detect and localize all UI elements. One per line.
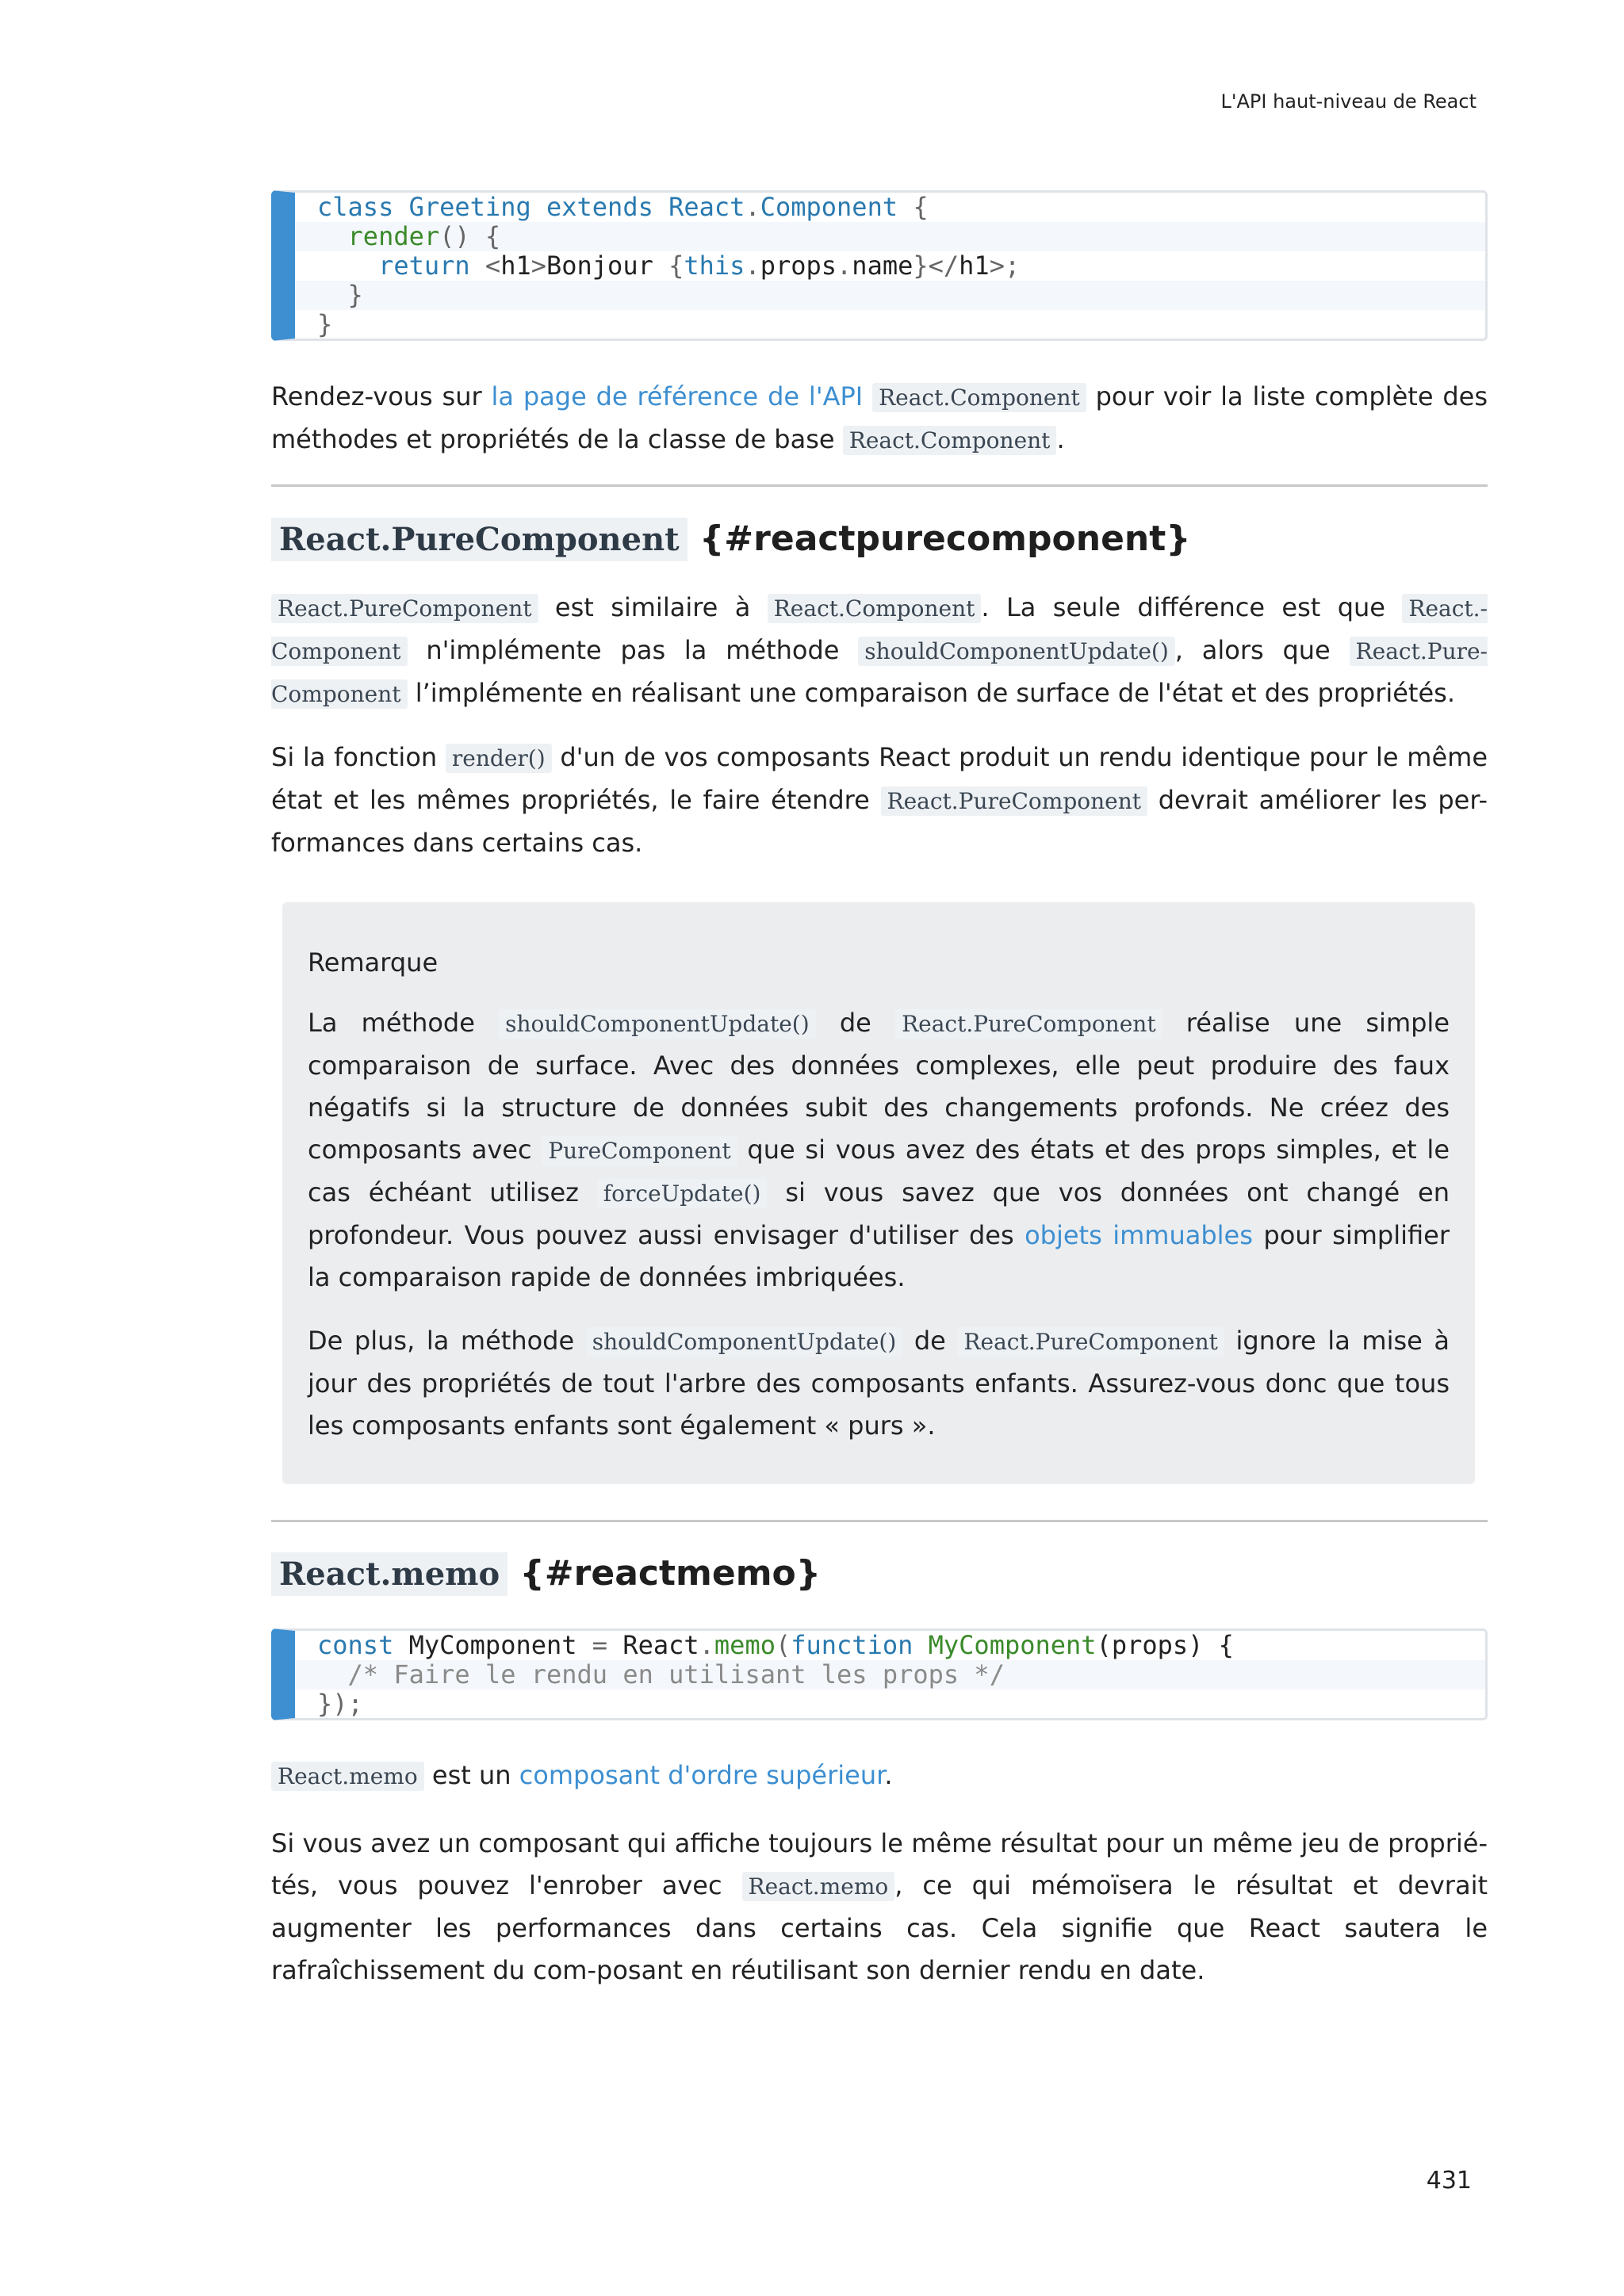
code-token: props <box>760 251 837 281</box>
text-run: Si vous avez un composant qui affiche toujours le même résultat pour un même jeu de proprié-tés, vous pouvez l'enrober avec <box>271 1828 1488 1900</box>
code-token: < <box>485 251 501 281</box>
note-box <box>282 902 1475 1484</box>
text-run: d'un de vos composants React produit un rendu identique pour le même état et les mêmes propriétés, le faire étendre <box>271 742 1488 815</box>
inline-code: render() <box>446 744 552 773</box>
code-line <box>317 193 1485 222</box>
code-line <box>295 1660 1485 1689</box>
code-token: Bonjour <box>546 251 669 281</box>
page-number: 431 <box>1426 2167 1472 2195</box>
code-block-memo <box>271 1628 1488 1720</box>
heading-code: React.PureComponent <box>271 518 688 561</box>
code-token: name <box>852 251 914 281</box>
inline-code: React.PureComponent <box>895 1009 1162 1039</box>
heading-react-memo <box>271 1550 821 1598</box>
paragraph-purecomponent-intro <box>271 587 1488 715</box>
text-run: n'implémente pas la méthode <box>407 635 859 665</box>
inline-code: React.Component <box>872 383 1086 412</box>
code-token: render <box>317 221 440 251</box>
code-token: extends <box>530 192 669 222</box>
inline-code: React.Component <box>768 594 982 623</box>
running-header: L'API haut-niveau de React <box>1220 90 1477 113</box>
code-line <box>317 251 1485 281</box>
paragraph-component-reference <box>271 376 1488 461</box>
code-token: function <box>791 1630 929 1660</box>
inline-code: shouldComponentUpdate() <box>586 1327 902 1357</box>
inline-code: shouldComponentUpdate() <box>858 637 1174 666</box>
code-token: } <box>317 280 363 310</box>
code-token: h1 <box>959 251 990 281</box>
text-run: Si la fonction <box>271 742 446 772</box>
text-run: , ce qui mémoïsera le résultat et devrait augmenter les performances dans certains cas. Cela signifie que React sautera le rafraîchissement du com-posant en réutilisant son dernier rendu en date. <box>271 1870 1488 1985</box>
inline-code: React.memo <box>271 1762 424 1791</box>
inline-code: React.PureComponent <box>957 1327 1224 1357</box>
inline-code: React.Pure-Component <box>271 638 1488 707</box>
code-token: this <box>684 251 745 281</box>
code-token: ( <box>775 1630 791 1660</box>
text-run: Rendez-vous sur <box>271 381 492 411</box>
code-token: >; <box>989 251 1021 281</box>
note-title: Remarque <box>308 947 439 978</box>
link-higher-order-component[interactable]: composant d'ordre supérieur <box>519 1760 885 1790</box>
text-run: de <box>815 1008 896 1038</box>
code-token: . <box>745 192 760 222</box>
inline-code: forceUpdate() <box>597 1179 768 1208</box>
code-token: }); <box>317 1689 363 1719</box>
code-line <box>317 1689 1485 1719</box>
note-paragraph <box>308 1002 1450 1299</box>
text-run: si vous savez que vos données ont changé en profondeur. Vous pouvez aussi envisager d'utiliser des <box>308 1177 1450 1250</box>
code-token: (props) { <box>1096 1630 1234 1660</box>
inline-code: React.-Component <box>271 595 1488 664</box>
inline-code: React.PureComponent <box>271 594 538 623</box>
text-run: ignore la mise à jour des propriétés de tout l'arbre des composants enfants. Assurez-vous donc que tous les composants enfants sont également « purs ». <box>308 1326 1450 1441</box>
text-run: est un <box>423 1760 519 1790</box>
section-divider <box>271 484 1488 487</box>
code-block-greeting <box>271 190 1488 341</box>
text-run: pour voir la liste complète des méthodes et propriétés de la classe de base <box>271 381 1488 454</box>
code-token: . <box>699 1630 714 1660</box>
code-line <box>295 222 1485 251</box>
paragraph-memo-hoc <box>271 1755 1488 1797</box>
code-token: Greeting <box>408 192 531 222</box>
heading-anchor: {#reactmemo} <box>519 1553 822 1594</box>
text-run: . <box>884 1760 893 1790</box>
code-comment: /* Faire le rendu en utilisant les props */ <box>317 1659 1005 1689</box>
heading-react-purecomponent <box>271 515 1191 564</box>
link-immutable-objects[interactable]: objets immuables <box>1025 1220 1253 1250</box>
code-line <box>317 310 1485 339</box>
code-token: () { <box>439 221 501 251</box>
inline-code: React.PureComponent <box>881 786 1148 816</box>
code-token: . <box>745 251 760 281</box>
text-run: pour simplifier la comparaison rapide de données imbriquées. <box>308 1220 1450 1292</box>
code-token: MyComponent <box>408 1630 592 1660</box>
heading-anchor: {#reactpurecomponent} <box>699 519 1191 559</box>
link-api-reference[interactable]: la page de référence de l'API <box>491 381 873 411</box>
code-token: > <box>530 251 546 281</box>
text-run: De plus, la méthode <box>308 1326 586 1356</box>
text-run: l’implémente en réalisant une comparaison de surface de l'état et des propriétés. <box>407 678 1455 708</box>
code-token: React <box>668 192 745 222</box>
inline-code: PureComponent <box>542 1136 737 1165</box>
code-token: = <box>592 1630 623 1660</box>
code-token: MyComponent <box>928 1630 1097 1660</box>
code-token: Component <box>760 192 898 222</box>
text-run: réalise une simple comparaison de surface. Avec des données complexes, elle peut produire des faux négatifs si la structure de données subit des changements profonds. Ne créez des composants avec <box>308 1008 1450 1165</box>
code-token: h1 <box>500 251 531 281</box>
inline-code: React.memo <box>742 1872 895 1901</box>
code-token: } <box>317 309 333 339</box>
heading-code: React.memo <box>271 1552 508 1596</box>
text-run: devrait améliorer les per-formances dans certains cas. <box>271 785 1488 858</box>
code-token: . <box>837 251 852 281</box>
inline-code: React.Component <box>843 426 1057 455</box>
text-run: . <box>1056 424 1065 454</box>
code-token: React <box>622 1630 699 1660</box>
code-token: { <box>668 251 684 281</box>
code-line <box>317 1631 1485 1660</box>
text-run: de <box>902 1326 958 1356</box>
text-run: La méthode <box>308 1008 500 1038</box>
text-run: . La seule différence est que <box>981 592 1403 622</box>
code-token: memo <box>714 1630 776 1660</box>
code-token: return <box>317 251 485 281</box>
code-token: class <box>317 192 409 222</box>
note-paragraph <box>308 1320 1450 1447</box>
text-run: , alors que <box>1174 635 1350 665</box>
inline-code: shouldComponentUpdate() <box>499 1009 815 1039</box>
code-line <box>295 281 1485 310</box>
paragraph-render-identical <box>271 737 1488 864</box>
code-token: }</ <box>913 251 959 281</box>
text-run: que si vous avez des états et des props simples, et le cas échéant utilisez <box>308 1135 1450 1207</box>
section-divider <box>271 1520 1488 1522</box>
paragraph-memo-details <box>271 1823 1488 1992</box>
code-token: const <box>317 1630 409 1660</box>
text-run: est similaire à <box>538 592 768 622</box>
code-token: { <box>898 192 929 222</box>
